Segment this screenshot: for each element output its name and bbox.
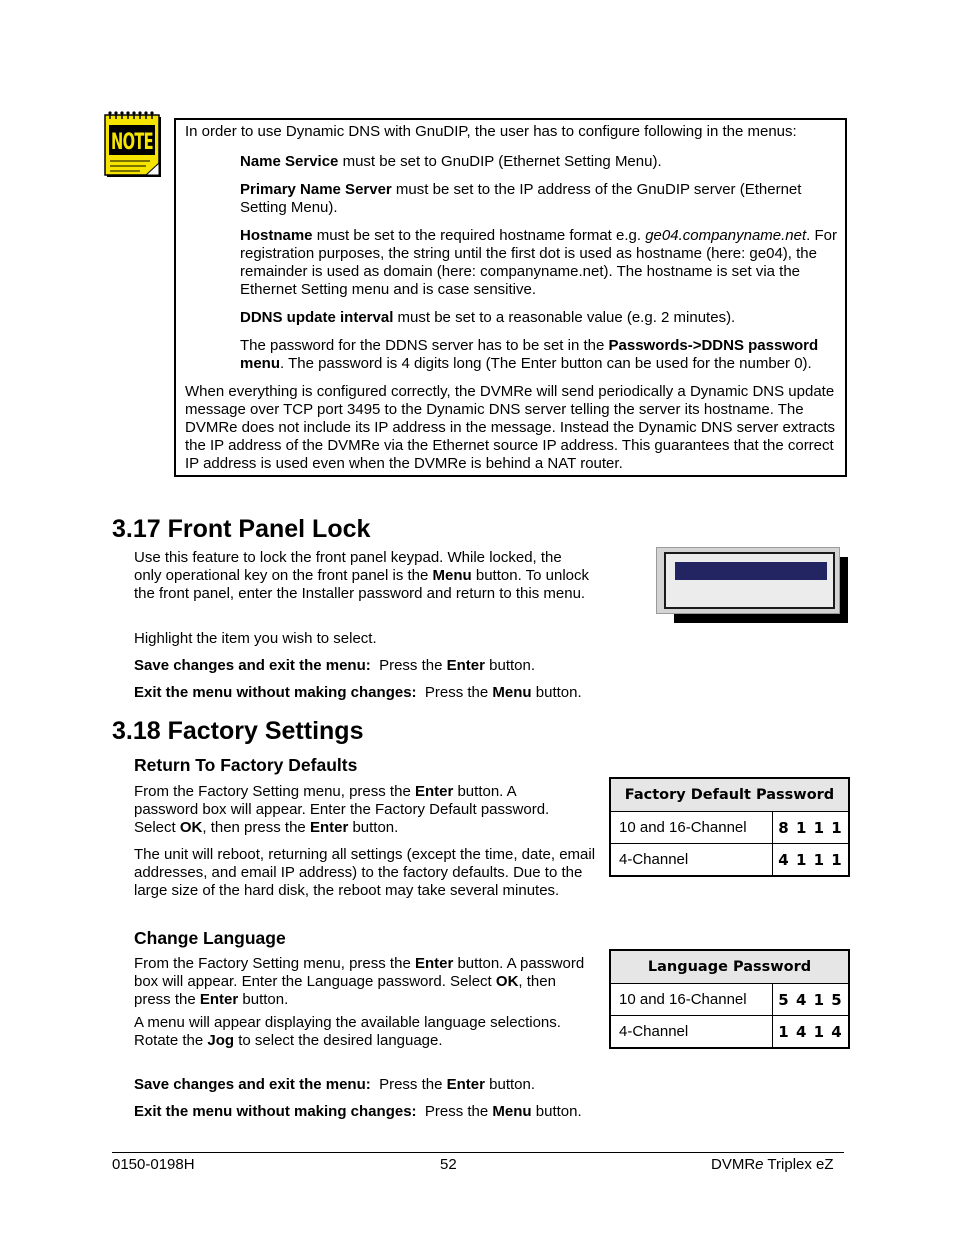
row-value: 4 1 1 1: [773, 844, 850, 877]
subheading-change-language: Change Language: [134, 928, 286, 948]
table-row: [610, 844, 849, 877]
table-header: Language Password: [610, 950, 849, 984]
change-language-instruction: From the Factory Setting menu, press the Enter button. A password box will appear. Enter the Language password. Select OK, then press the Enter button.: [134, 955, 585, 1008]
factory-default-password-table: [609, 777, 850, 877]
footer-product-name: DVMRe Triplex eZ: [711, 1156, 834, 1173]
subheading-return-to-defaults: Return To Factory Defaults: [134, 755, 358, 775]
row-value: 5 4 1 5: [773, 984, 850, 1016]
footer-rule: [112, 1152, 844, 1153]
footer-page-number: 52: [440, 1156, 457, 1173]
lock-save-instruction: Save changes and exit the menu: Press the Enter button.: [134, 657, 536, 674]
note-pad-icon: [104, 111, 164, 181]
row-label: 4-Channel: [610, 1016, 773, 1049]
lock-exit-instruction: Exit the menu without making changes: Press the Menu button.: [134, 684, 582, 701]
note-ddns-interval: DDNS update interval must be set to a reasonable value (e.g. 2 minutes).: [240, 309, 736, 326]
factory-exit-instruction: Exit the menu without making changes: Press the Menu button.: [134, 1103, 582, 1120]
return-defaults-instruction: From the Factory Setting menu, press the Enter button. A password box will appear. Enter the Factory Default password. Select OK, then press the Enter button.: [134, 783, 550, 836]
footer-doc-number: 0150-0198H: [112, 1156, 195, 1173]
table-row: [610, 1016, 849, 1049]
note-name-service: Name Service must be set to GnuDIP (Ethernet Setting Menu).: [240, 153, 662, 170]
row-label: 10 and 16-Channel: [610, 812, 773, 844]
row-label: 10 and 16-Channel: [610, 984, 773, 1016]
note-conclusion: When everything is configured correctly, the DVMRe will send periodically a Dynamic DNS update message over TCP port 3495 to the Dynamic DNS server telling the server its hostname. The DVMRe does not include its IP address in the message. Instead the Dynamic DNS server extracts the IP address of the DVMRe via the Ethernet source IP address. This guarantees that the correct IP address is used even when the DVMRe is behind a NAT router.: [185, 383, 836, 472]
factory-save-instruction: Save changes and exit the menu: Press the Enter button.: [134, 1076, 536, 1093]
language-password-table: [609, 949, 850, 1049]
front-panel-screen: [664, 552, 835, 609]
note-password: The password for the DDNS server has to be set in the Passwords->DDNS password menu. The password is 4 digits long (The Enter button can be used for the number 0).: [240, 337, 819, 372]
table-row: [610, 984, 849, 1016]
table-row: [610, 812, 849, 844]
svg-text:NOTE: NOTE: [111, 130, 153, 155]
row-value: 1 4 1 4: [773, 1016, 850, 1049]
lock-highlight-text: Highlight the item you wish to select.: [134, 630, 377, 647]
highlighted-menu-item: [675, 562, 827, 580]
lock-description: Use this feature to lock the front panel keypad. While locked, the only operational key on the front panel is the Menu button. To unlock the front panel, enter the Installer password and return to this menu.: [134, 549, 590, 602]
note-hostname: Hostname must be set to the required hostname format e.g. ge04.companyname.net. For registration purposes, the string until the first dot is used as hostname (here: ge04), the remainder is used as domain (here: companyname.net). The hostname is set via the Ethernet Setting menu and is case sensitive.: [240, 227, 838, 298]
note-box: [174, 118, 847, 477]
table-header: Factory Default Password: [610, 778, 849, 812]
row-value: 8 1 1 1: [773, 812, 850, 844]
note-primary-name-server: Primary Name Server must be set to the IP address of the GnuDIP server (Ethernet Setting Menu).: [240, 181, 802, 216]
reboot-description: The unit will reboot, returning all settings (except the time, date, email addresses, and email IP address) to the factory defaults. Due to the large size of the hard disk, the reboot may take several minutes.: [134, 846, 596, 899]
note-intro: In order to use Dynamic DNS with GnuDIP, the user has to configure following in the menus:: [185, 123, 797, 140]
section-title-front-panel-lock: 3.17 Front Panel Lock: [112, 515, 371, 543]
row-label: 4-Channel: [610, 844, 773, 877]
language-menu-description: A menu will appear displaying the available language selections. Rotate the Jog to select the desired language.: [134, 1014, 561, 1049]
section-title-factory-settings: 3.18 Factory Settings: [112, 717, 364, 745]
